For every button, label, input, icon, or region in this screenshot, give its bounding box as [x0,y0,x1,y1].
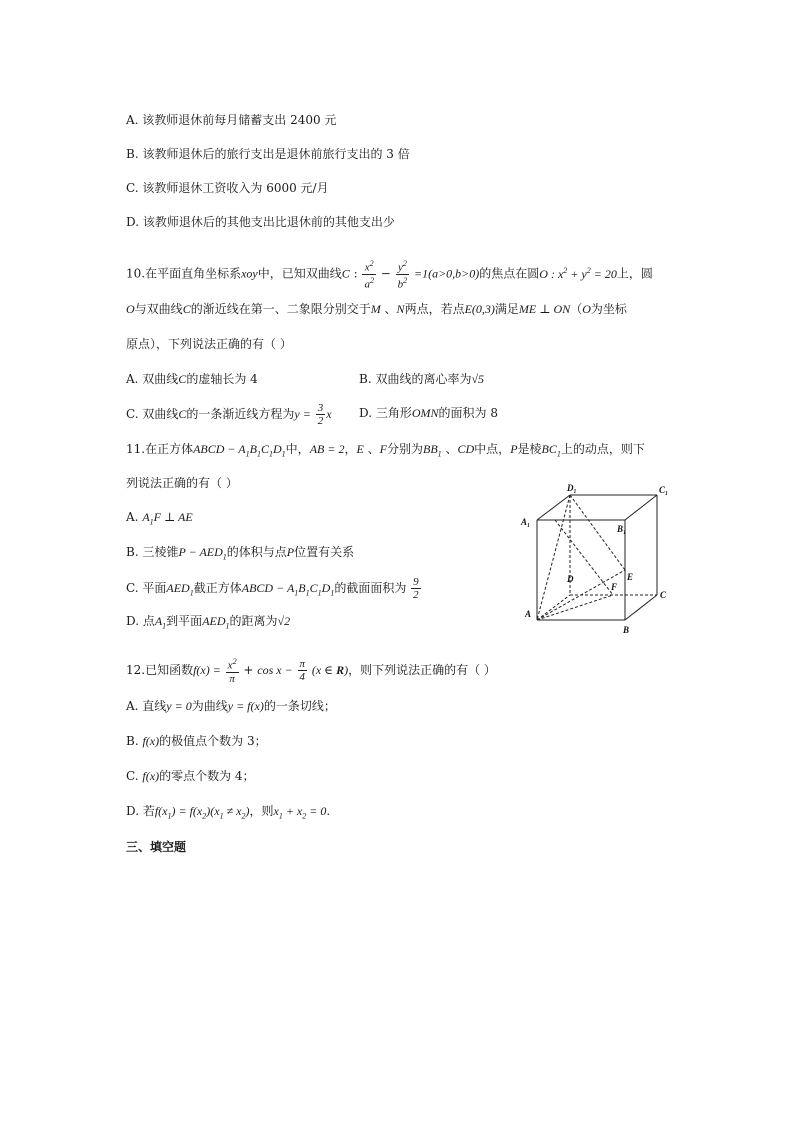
label-b: B [623,625,630,635]
label-b1: B₁ [617,524,627,534]
q12-stem: 12.已知函数f(x) = $\frac{x^2}{\pi}$ + cos x − $\frac{\pi}{4}$ (x ∈ R)，则下列说法正确的有（ ） [126,657,496,685]
label-c1: C₁ [659,485,669,495]
q11-option-c: C. 平面$AED_1$截正方体ABCD − $A_1B_1C_1D_1$的截面面积为 $\frac{9}{2}$ [126,576,419,601]
q9-option-b: B. 该教师退休后的旅行支出是退休前旅行支出的 3 倍 [126,147,410,161]
q9-option-c: C. 该教师退休工资收入为 6000 元/月 [126,181,329,195]
label-d1: D₁ [567,483,577,493]
label-a1: A₁ [521,517,531,527]
q10-option-a: A. 双曲线C的虚轴长为 4 [126,372,258,386]
label-d: D [567,574,574,584]
label-e: E [627,572,634,582]
q10-stem-line1: 10.在平面直角坐标系xoy中，已知双曲线C : $\frac{x^2}{a^2}$ − $\frac{y^2}{b^2}$ =1(a>0,b>0)的焦点在圆O : $x^2 + y^2 = 20$上，圆 [126,259,653,291]
q12-option-b: B. f(x)的极值点个数为 3； [126,734,267,748]
q10-option-d: D. 三角形OMN的面积为 8 [359,406,498,420]
q11-option-a: A. $A_1F$ ⊥ AE [126,510,193,527]
label-c: C [660,590,667,600]
q11-option-b: B. 三棱锥$P - AED_1$的体积与点P位置有关系 [126,545,355,562]
q12-option-a: A. 直线y = 0为曲线y = f(x)的一条切线； [126,699,336,713]
q10-option-c: C. 双曲线C的一条渐近线方程为y = $\frac{3}{2}$ x [126,402,332,427]
q10-stem-line2: O与双曲线C的渐近线在第一、二象限分别交于M 、N两点，若点E(0,3)满足ME ⊥ ON（O为坐标 [126,302,627,316]
q11-option-d: D. 点$A_1$到平面$AED_1$的距离为√2 [126,614,291,631]
label-a: A [525,609,532,619]
q11-stem-line1: 11.在正方体ABCD − $A_1B_1C_1D_1$中，AB = 2，E 、F分别为$BB_1$ 、CD中点，P是棱$BC_1$上的动点，则下 [126,442,645,459]
q9-option-a: A. 该教师退休前每月储蓄支出 2400 元 [126,113,337,127]
label-f: F [611,582,618,592]
q10-option-b: B. 双曲线的离心率为√5 [359,372,485,386]
q10-stem-line3: 原点），下列说法正确的有（ ） [126,337,292,351]
q12-option-d: D. 若$f(x_1) = f(x_2)(x_1 \ne x_2)$，则$x_1 + x_2 = 0$. [126,804,331,821]
section-heading: 三、填空题 [126,840,187,854]
q9-option-d: D. 该教师退休后的其他支出比退休前的其他支出少 [126,215,395,229]
q12-option-c: C. f(x)的零点个数为 4； [126,769,255,783]
cube-figure [515,480,675,640]
q11-stem-line2: 列说法正确的有（ ） [126,476,238,490]
